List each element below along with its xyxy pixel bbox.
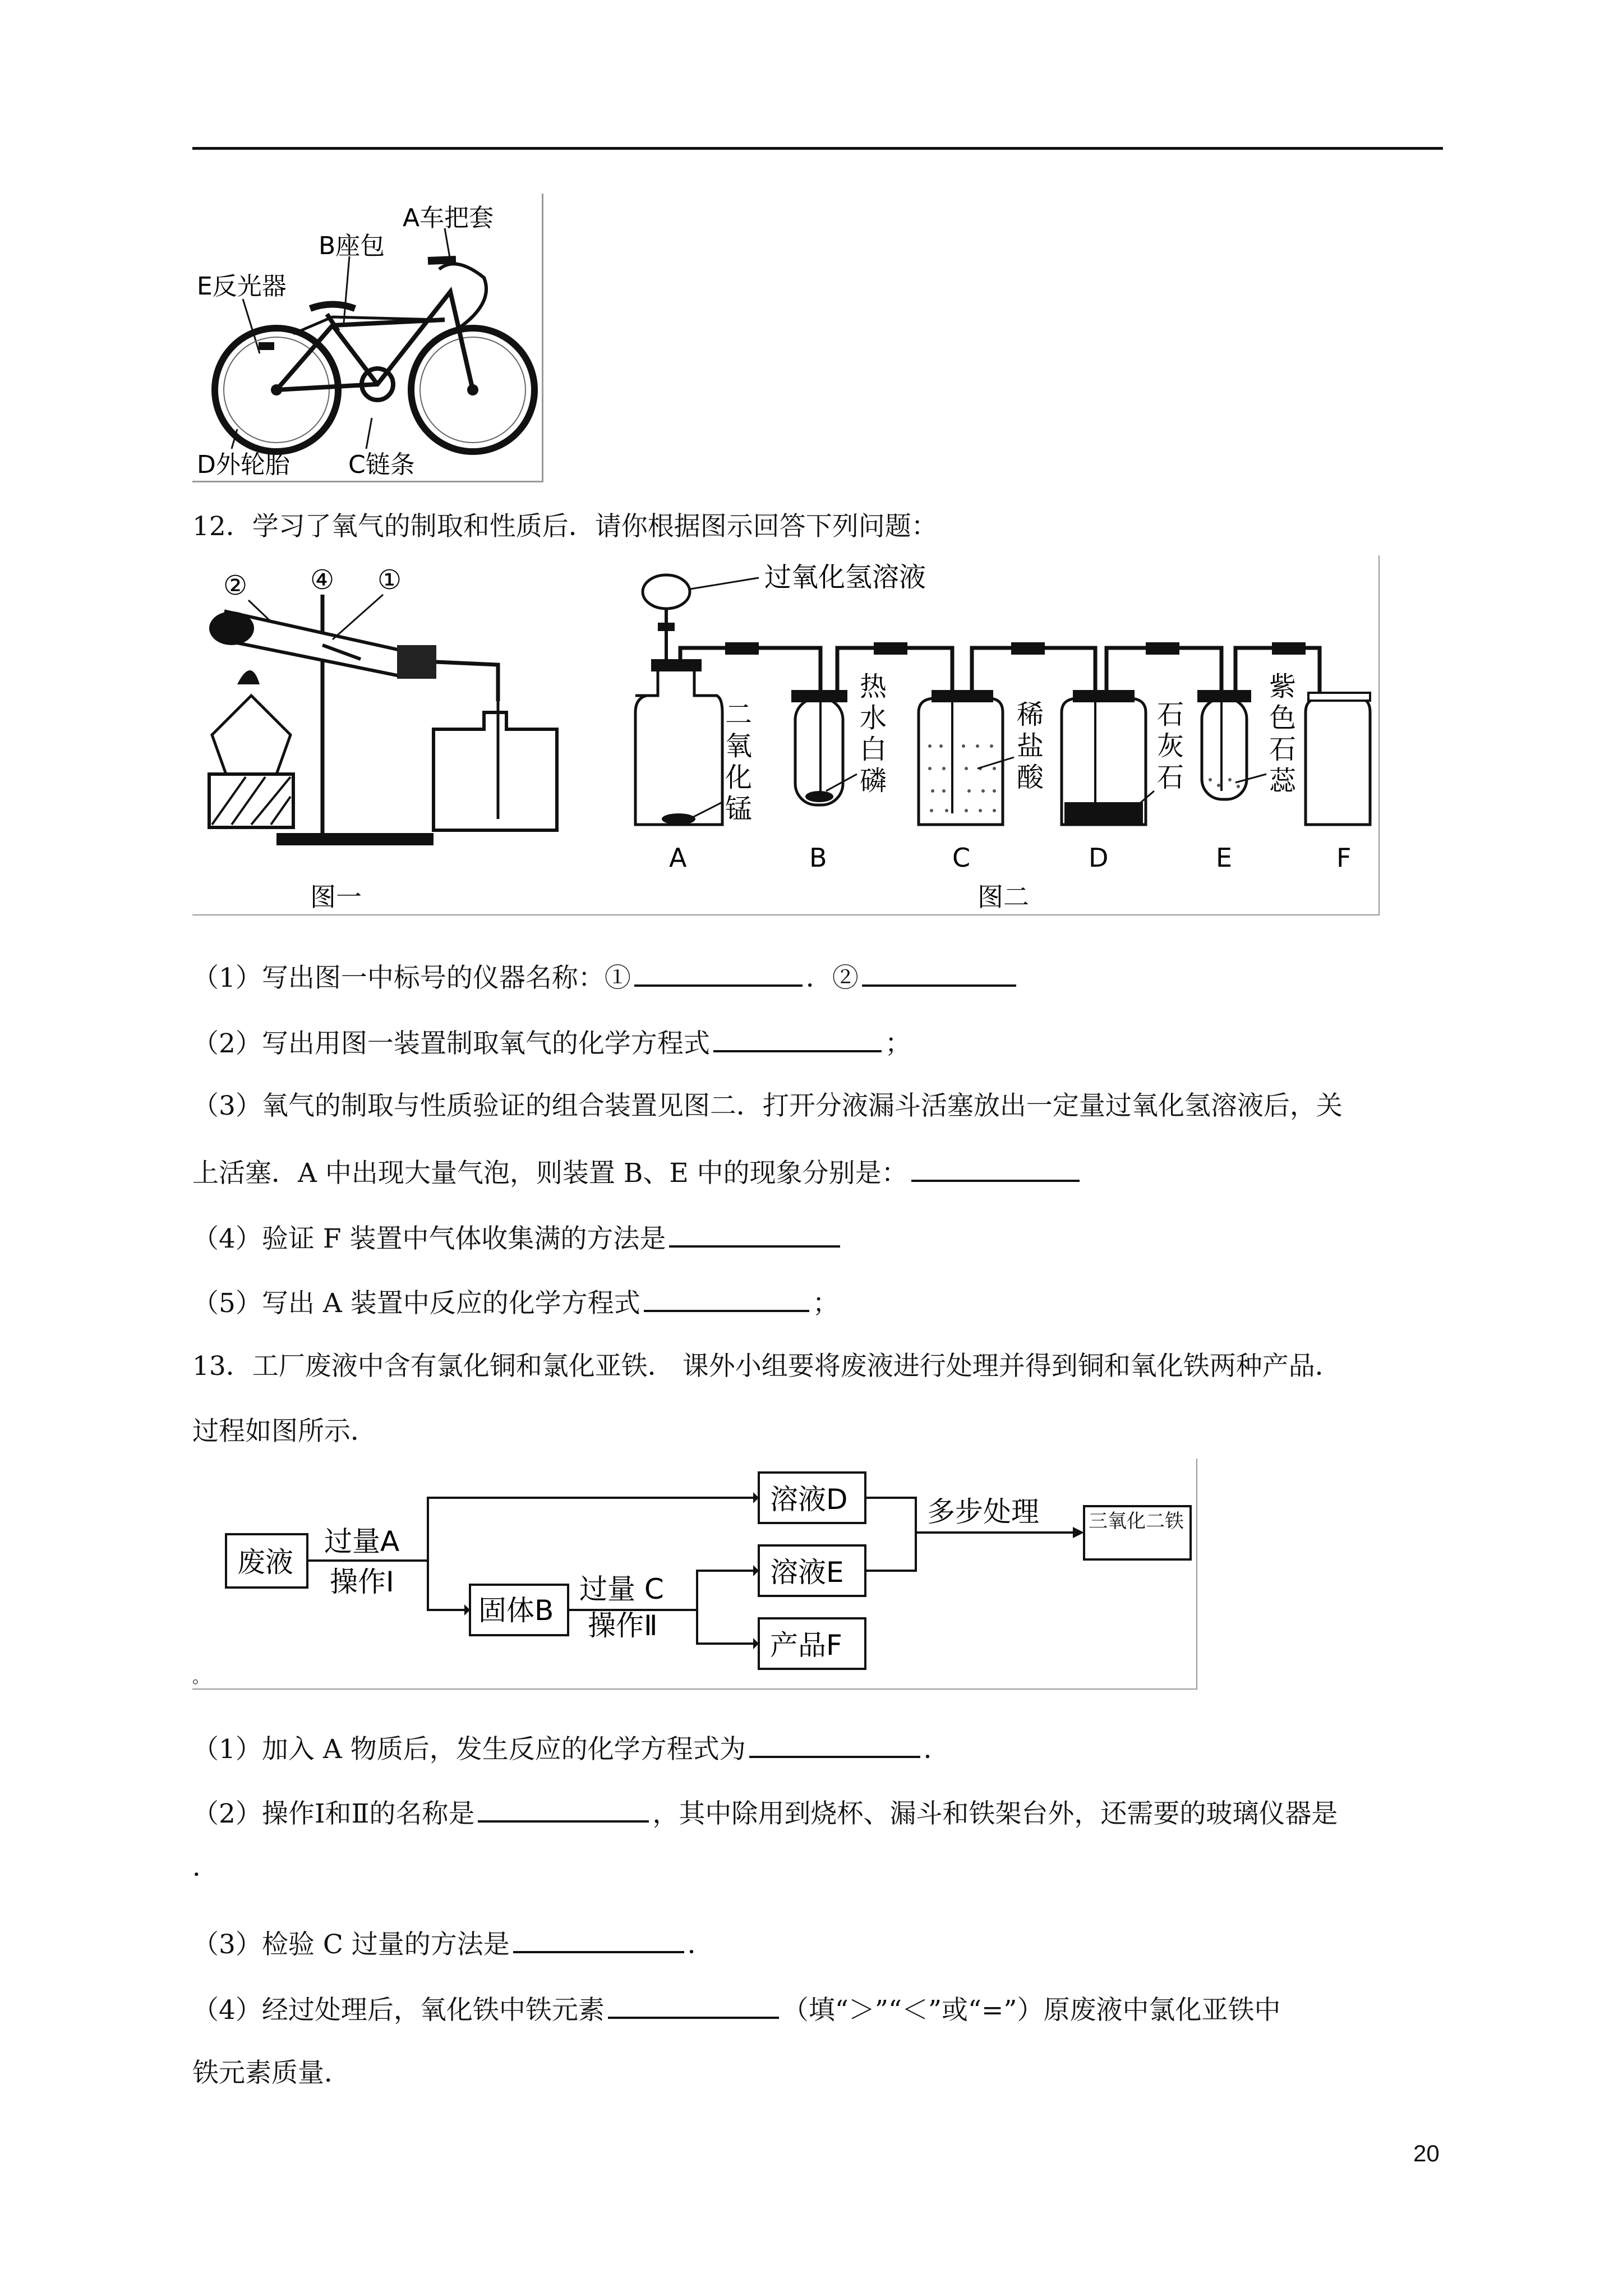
q13-stem-line2: 过程如图所示． — [192, 1416, 377, 1447]
reagent-limestone: 石灰石 — [1157, 699, 1184, 793]
label-f: F — [1336, 843, 1352, 873]
flow-solution-d: 溶液D — [770, 1483, 848, 1516]
figure-one — [209, 564, 557, 912]
flow-op1: 操作Ⅰ — [330, 1566, 394, 1598]
marker-1: ① — [377, 564, 402, 596]
answer-blank[interactable] — [644, 1287, 809, 1312]
q12-part2: （2）写出用图一装置制取氧气的化学方程式 ； — [192, 1028, 911, 1059]
q13-part4: （4）经过处理后，氧化铁中铁元素 （填“＞”“＜”或“=”）原废液中氯化亚铁中 — [192, 1995, 1281, 2026]
q12-stem: 12．学习了氧气的制取和性质后．请你根据图示回答下列问题： — [192, 511, 938, 542]
q13-part2-end: ． — [192, 1852, 219, 1883]
answer-blank[interactable] — [669, 1223, 840, 1248]
flow-solution-e: 溶液E — [770, 1556, 844, 1589]
answer-blank[interactable] — [862, 962, 1016, 987]
answer-blank[interactable] — [634, 962, 803, 987]
funnel-label: 过氧化氢溶液 — [764, 562, 926, 593]
marker-4: ④ — [310, 564, 335, 596]
header-rule — [192, 147, 1443, 150]
q12-part5: （5）写出 A 装置中反应的化学方程式 ； — [192, 1288, 839, 1319]
q13-stem-line1: 13．工厂废液中含有氯化铜和氯化亚铁． 课外小组要将废液进行处理并得到铜和氧化铁两种产品． — [192, 1351, 1341, 1382]
label-handle-grip: A车把套 — [403, 204, 494, 232]
flowchart-drawing — [192, 1458, 1196, 1688]
oxygen-apparatus-drawing — [192, 555, 1378, 914]
flow-solid-b: 固体B — [478, 1594, 554, 1627]
reagent-hotwater-phosphorus: 热水白磷 — [860, 671, 887, 797]
q13-part1: （1）加入 A 物质后，发生反应的化学方程式为 ． — [192, 1734, 950, 1765]
q12-part4: （4）验证 F 装置中气体收集满的方法是 — [192, 1223, 843, 1252]
reagent-litmus: 紫色石蕊 — [1269, 671, 1297, 797]
label-saddle: B座包 — [319, 232, 385, 260]
figure-two — [635, 562, 1370, 912]
answer-blank[interactable] — [608, 1994, 779, 2019]
answer-blank[interactable] — [713, 1028, 882, 1052]
bicycle-figure — [192, 194, 543, 482]
flow-excess-a: 过量A — [324, 1525, 400, 1558]
q13-flowchart — [192, 1458, 1197, 1690]
flow-op2: 操作Ⅱ — [588, 1609, 658, 1642]
answer-blank[interactable] — [749, 1733, 920, 1758]
page-number: 20 — [1413, 2140, 1440, 2166]
flow-multistep: 多步处理 — [927, 1496, 1039, 1528]
answer-blank[interactable] — [911, 1157, 1080, 1182]
reagent-mno2: 二氧化锰 — [725, 699, 753, 825]
answer-blank[interactable] — [478, 1798, 649, 1823]
label-tire: D外轮胎 — [197, 450, 290, 479]
flow-fe2o3: 三氧化二铁 — [1089, 1510, 1184, 1533]
label-e: E — [1216, 843, 1233, 873]
figure-one-caption: 图一 — [310, 882, 362, 912]
flow-excess-c: 过量 C — [579, 1573, 664, 1605]
q12-figures — [192, 555, 1380, 915]
label-a: A — [669, 843, 687, 873]
label-d: D — [1089, 843, 1109, 873]
reagent-hcl: 稀盐酸 — [1017, 699, 1044, 793]
label-b: B — [809, 843, 827, 873]
label-c: C — [952, 843, 971, 873]
q12-part1: （1）写出图一中标号的仪器名称：① ．② — [192, 962, 1020, 991]
q13-part2: （2）操作Ⅰ和Ⅱ的名称是 ，其中除用到烧杯、漏斗和铁架台外，还需要的玻璃仪器是 — [192, 1798, 1338, 1829]
flow-dot: 。 — [192, 1668, 209, 1687]
bicycle-drawing — [192, 194, 542, 481]
reflector-shape — [259, 342, 274, 350]
flow-waste-text: 废液 — [237, 1546, 293, 1579]
q12-part3-line1: （3）氧气的制取与性质验证的组合装置见图二．打开分液漏斗活塞放出一定量过氧化氢溶液后，关 — [192, 1091, 1343, 1121]
answer-blank[interactable] — [513, 1929, 684, 1953]
q13-part3: （3）检验 C 过量的方法是 ． — [192, 1929, 714, 1960]
marker-2: ② — [223, 570, 248, 601]
figure-two-caption: 图二 — [978, 882, 1029, 912]
label-chain: C链条 — [348, 450, 415, 479]
q13-part4-line2: 铁元素质量． — [192, 2058, 351, 2088]
flow-product-f: 产品F — [770, 1629, 842, 1662]
q12-part3-line2: 上活塞．A 中出现大量气泡，则装置 B、E 中的现象分别是： — [192, 1157, 1083, 1186]
label-reflector: E反光器 — [197, 272, 287, 301]
